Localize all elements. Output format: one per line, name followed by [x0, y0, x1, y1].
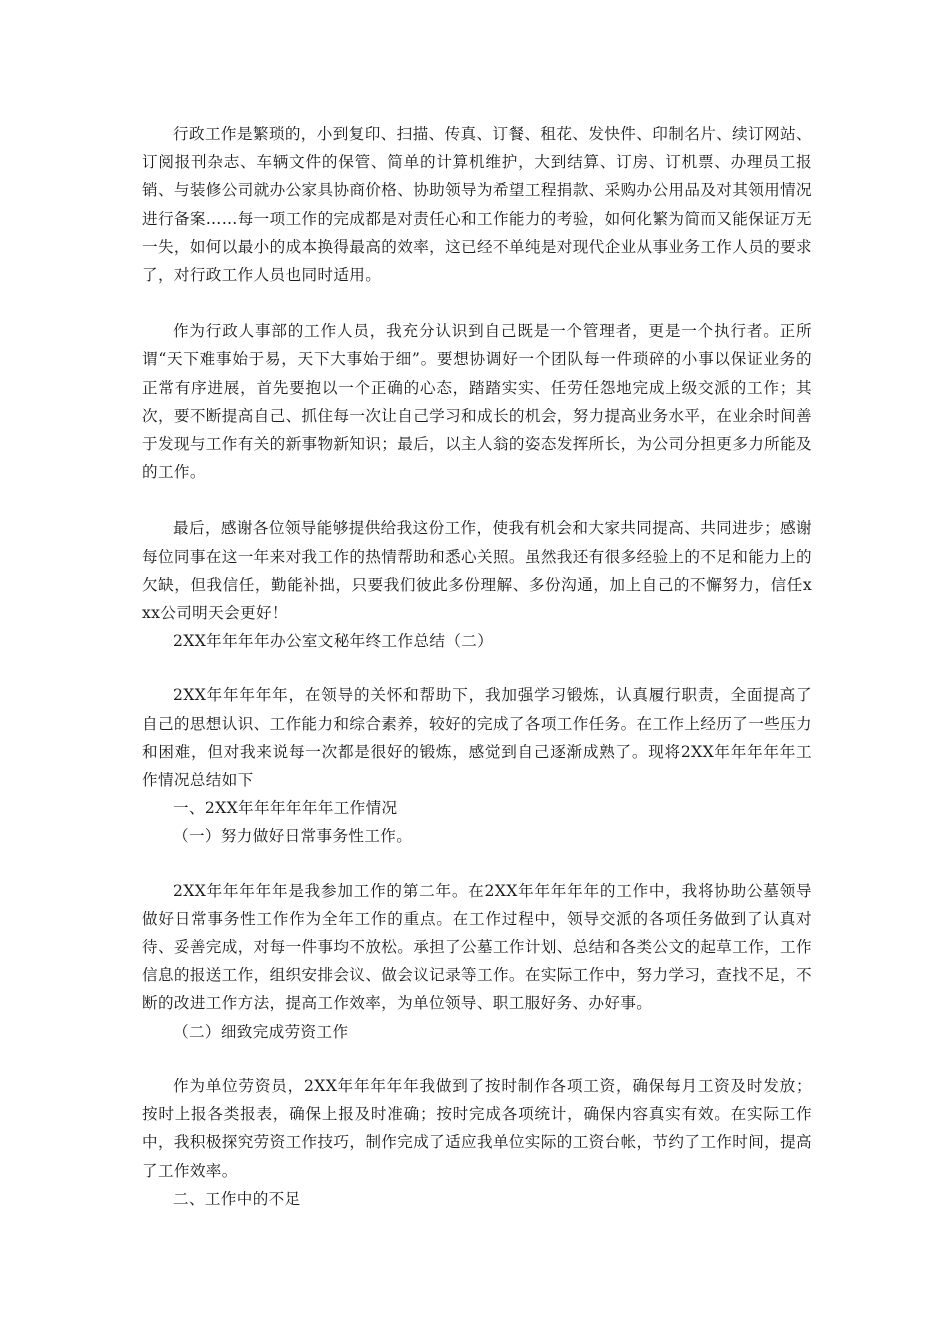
subheading-daily-affairs: （一）努力做好日常事务性工作。: [173, 827, 413, 846]
paragraph-payroll: 作为单位劳资员，2XX年年年年年我做到了按时制作各项工资，确保每月工资及时发放；按时上报各类报表，确保上报及时准确；按时完成各项统计，确保内容真实有效。在实际工作中，我积极探究劳资工作技巧，制作完成了适应我单位实际的工资台帐，节约了工作时间，提高了工作效率。: [142, 1076, 812, 1180]
subheading-payroll: （二）细致完成劳资工作: [173, 1022, 349, 1041]
paragraph-thanks: 最后，感谢各位领导能够提供给我这份工作，使我有机会和大家共同提高、共同进步；感谢每位同事在这一年来对我工作的热情帮助和悉心关照。虽然我还有很多经验上的不足和能力上的欠缺，但我信任，勤能补拙，只要我们彼此多份理解、多份沟通，加上自己的不懈努力，信任xxx公司明天会更好！: [142, 519, 812, 623]
paragraph-daily-affairs: 2XX年年年年年是我参加工作的第二年。在2XX年年年年年的工作中，我将协助公墓领导做好日常事务性工作作为全年工作的重点。在工作过程中，领导交派的各项任务做到了认真对待、妥善完成，对每一件事均不放松。承担了公墓工作计划、总结和各类公文的起草工作，工作信息的报送工作，组织安排会议、做会议记录等工作。在实际工作中，努力学习，查找不足，不断的改进工作方法，提高工作效率，为单位领导、职工服好务、办好事。: [142, 881, 812, 1013]
paragraph-admin-work: 行政工作是繁琐的，小到复印、扫描、传真、订餐、租花、发快件、印制名片、续订网站、订阅报刊杂志、车辆文件的保管、简单的计算机维护，大到结算、订房、订机票、办理员工报销、与装修公司就办公家具协商价格、协助领导为希望工程捐款、采购办公用品及对其领用情况进行备案……每一项工作的完成都是对责任心和工作能力的考验，如何化繁为简而又能保证万无一失，如何以最小的成本换得最高的效率，这已经不单纯是对现代企业从事业务工作人员的要求了，对行政工作人员也同时适用。: [142, 125, 812, 285]
document-page: [142, 120, 812, 1213]
heading-work-situation: 一、2XX年年年年年年工作情况: [173, 799, 398, 818]
paragraph-role-awareness: 作为行政人事部的工作人员，我充分认识到自己既是一个管理者，更是一个执行者。正所谓“天下难事始于易，天下大事始于细”。要想协调好一个团队每一件琐碎的小事以保证业务的正常有序进展，首先要抱以一个正确的心态，踏踏实实、任劳任怨地完成上级交派的工作；其次，要不断提高自己、抓住每一次让自己学习和成长的机会，努力提高业务水平，在业余时间善于发现与工作有关的新事物新知识；最后，以主人翁的姿态发挥所长，为公司分担更多力所能及的工作。: [142, 322, 812, 482]
section-title: 2XX年年年年办公室文秘年终工作总结（二）: [173, 632, 494, 651]
heading-shortcomings: 二、工作中的不足: [173, 1189, 301, 1208]
paragraph-intro: 2XX年年年年年，在领导的关怀和帮助下，我加强学习锻炼，认真履行职责，全面提高了自己的思想认识、工作能力和综合素养，较好的完成了各项工作任务。在工作上经历了一些压力和困难，但对我来说每一次都是很好的锻炼，感觉到自己逐渐成熟了。现将2XX年年年年年工作情况总结如下: [142, 686, 812, 790]
